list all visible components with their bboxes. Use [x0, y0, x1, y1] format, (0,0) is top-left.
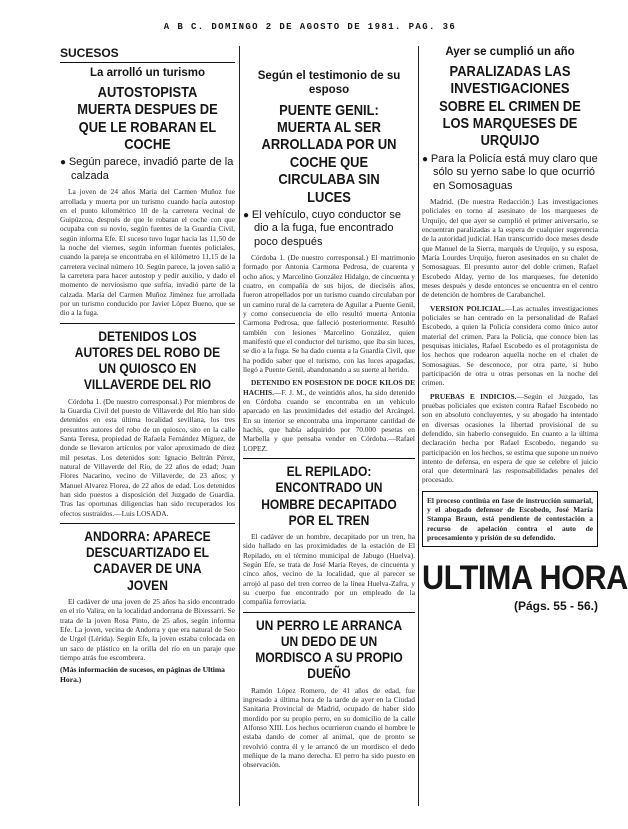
boxed-note [422, 491, 598, 548]
article-text: El cadáver de un hombre, decapitado por un tren, ha sido hallado en las proximidades de la estación de El Repilado, en el término municipal de Jabugo (Huelva). Según Efe, se trata de José María Reyes, de cincuenta y cinco años, vecino de la localidad, que al parecer se arrojó al paso del tren correo de la línea Huelva-Zafra, y su cuerpo fue encontrado por un empleado de la compañía ferroviaria. [243, 531, 415, 607]
article-headline: PUENTE GENIL: MUERTA AL SER ARROLLADA POR UN COCHE QUE CIRCULABA SIN LUCES [261, 101, 397, 206]
article-kicker: Ayer se cumplió un año [445, 46, 575, 58]
article-headline: PARALIZADAS LAS INVESTIGACIONES SOBRE EL CRIMEN DE LOS MARQUESES DE URQUIJO [439, 62, 581, 150]
article-body [243, 686, 415, 770]
article-text: Madrid. (De nuestra Redacción.) Las investigaciones policiales en torno al asesinato de los marqueses de Urquijo, del que ayer se cumplió el primer aniversario, se encuentran paralizadas a la espera de cualquier sugerencia de la autoridad judicial. Han transcurrido doce meses desde que Manuel de la Sierra, marqués de Urquijo, y su esposa, María Lourdes Urquijo, fueron asesinados en su chalet de Somosaguas. El presunto autor del doble crimen, Rafael Escobedo Alday, yerno de los marqueses, fue detenido meses después y desde entonces se encuentra en el centro de detención de hombres de Carabanchel. [422, 196, 598, 300]
article-kicker: Según el testimonio de su esposo [257, 70, 401, 96]
article-body [243, 253, 415, 374]
article-text: —Según el Juzgado, las pruebas policiales que existen contra Rafael Escobedo no son en absoluto concluyentes, y su abogado ha intentado en diversas ocasiones la libertad provisional de su defendido, sin haberlo conseguido. En cuanto a la última declaración hecha por Rafael Escobedo, negando su participación en los hechos, se estima que supone un nuevo intento de defensa, en espera de que se celebre el juicio oral que determinará las responsabilidades penales del procesado. [422, 391, 598, 485]
article-headline: AUTOSTOPISTA MUERTA DESPUES DE QUE LE ROBARAN EL COCHE [77, 83, 218, 153]
article-lead: PRUEBAS E INDICIOS. [430, 391, 517, 401]
article-body [422, 392, 598, 485]
article-headline: ANDORRA: APARECE DESCUARTIZADO EL CADAVER DE UNA JOVEN [84, 527, 211, 593]
article-lead: DETENIDO EN POSESION DE DOCE KILOS DE HACHIS. [243, 378, 415, 397]
article-text: —F. J. M., de veintidós años, ha sido detenido en Córdoba cuando se encontraba en un vehículo aparcado en las proximidades del estadio del Arcángel. En su interior se encontraba una importante cantidad de hachís, que había adquirido por 70.000 pesetas en Marbella y que pensaba vender en Córdoba.—Rafael LOPEZ. [243, 387, 415, 453]
article-body [422, 197, 598, 300]
article-text: La joven de 24 años María del Carmen Muñoz fue arrollada y muerta por un turismo cuando hacía autostop en el punto kilométrico 10 de la carretera vecinal de Guipúzcoa, después de que le robaran el coche con que ocupaba con su novio, según fuentes de la Guardia Civil, según informa Efe. El suceso tuvo lugar hacia las 11,50 de la noche del viernes, según informan fuentes policiales, cuando la pareja se encontraba en el kilómetro 11,15 de la carretera vecinal número 10. Según parece, la joven salió a la carretera para hacer autostop y pedir auxilio, y dado el momento de nerviosismo que sufría, invadió parte de la calzada. María del Carmen Muñoz Jiménez fue arrollada por un turismo conducido por Javier López Bueno, que se dio a la fuga. [60, 187, 235, 318]
article-note: (Más información de sucesos, en páginas de Ultima Hora.) [60, 665, 225, 684]
divider [60, 323, 235, 324]
article-kicker: La arrolló un turismo [89, 67, 205, 79]
divider [243, 612, 415, 613]
article-text: El cadáver de una joven de 25 años ha sido encontrado en el río Valira, en la localidad andorrana de Bixessarri. Se trata de la joven Rosa Pinto, de 25 años, según informa Efe. La joven, vecina de Andorra y que era natural de Seo de Urgel (Lérida). Según Efe, la joven estaba colocada en un saco de plástico en la orilla del río en un paraje que tiempo atrás fue escombrera. [60, 596, 235, 662]
divider [243, 458, 415, 459]
article-body [60, 187, 235, 318]
article-body [60, 597, 235, 662]
article-text: Córdoba 1. (De nuestro corresponsal.) Por miembros de la Guardia Civil del puesto de Villaverde del Río han sido detenidos en esta última localidad sevillana, los tres presuntos autores del robo de un quiosco, sito en la calle Santa Teresa, propiedad de Rafaela Fernández Míguez, de donde se llevaron artículos por valor aproximado de diez mil pesetas. Los detenidos son: Ignacio Beltrán Pérez, natural de Villaverde del Río, de 22 años de edad; Juan Flores Nacarino, vecino de Villaverde, de 23 años; y Manuel Alvarez Florea, de 22 años de edad. Los detenidos han sido puestos a disposición del Juzgado de Guardia. Tras las oportunas diligencias han sido recuperados los efectos sustraídos.—Luis LOSADA. [60, 396, 235, 518]
pages-reference: (Págs. 55 - 56.) [513, 599, 598, 614]
article-subhead: ● El vehículo, cuyo conductor se dio a la fuga, fue encontrado poco después [243, 209, 415, 249]
boxed-note-text: El proceso continúa en fase de instrucción sumarial, y el abogado defensor de Escobedo, José María Stampa Braun, está pendiente de contestación a recurso de apelación contra el auto de procesamiento y prisión de su defendido. [427, 495, 593, 543]
article-text: —Las actuales investigaciones policiales se han centrado en la personalidad de Rafael Escobedo, a quien la Policía considera como único autor material del crimen. Para la Policía, que conoce bien las pesquisas iniciales, Rafael Escobedo es el protagonista de los hechos que rodearon aquella noche en el chalet de Somosaguas. Se desconoce, por otra parte, si hubo participación de otra u otras personas en la noche del crimen. [422, 303, 598, 388]
article-headline: EL REPILADO: ENCONTRADO UN HOMBRE DECAPITADO POR EL TREN [261, 463, 397, 528]
page-header: A B C. DOMINGO 2 DE AGOSTO DE 1981. PAG. 36 [163, 22, 457, 32]
article-headline: UN PERRO LE ARRANCA UN DEDO DE UN MORDISCO A SU PROPIO DUEÑO [255, 616, 403, 682]
column-rule-left [239, 46, 240, 806]
column-2 [243, 46, 415, 829]
article-body [243, 378, 415, 453]
article-subhead: ● Para la Policía está muy claro que sólo su yerno sabe lo que ocurrió en Somosaguas [422, 153, 598, 193]
article-body [422, 304, 598, 388]
section-label: SUCESOS [60, 46, 235, 63]
article-text: Ramón López Romero, de 41 años de edad, fue ingresado a última hora de la tarde de ayer en la Ciudad Sanitaria Provincial de Madrid, ocupado de haber sido mordido por su propio perro, en su domicilio de la calle Alfonso XIII. Los hechos ocurrieron cuando el hombre le estaba dando de comer al animal, que de pronto se revolvió contra él y le arrancó de un mordisco el dedo meñique de la mano derecha. El perro ha sido puesto en observación. [243, 685, 415, 770]
column-1 [60, 46, 235, 829]
column-3 [422, 46, 628, 829]
article-subhead: ● Según parece, invadió parte de la calzada [60, 156, 235, 183]
article-body [243, 532, 415, 607]
article-body [60, 397, 235, 518]
article-headline: DETENIDOS LOS AUTORES DEL ROBO DE UN QUIOSCO EN VILLAVERDE DEL RIO [74, 327, 221, 393]
ultima-hora-banner: ULTIMA HORA [422, 559, 628, 598]
column-rule-right [418, 46, 419, 806]
article-text: Córdoba 1. (De nuestro corresponsal.) El matrimonio formado por Antonia Carmona Pedrosa, de cuarenta y ocho años, y Marcelino González Hidalgo, de cincuenta y cuatro, en compañía de sus hijos, de dieciséis años, fueron atropellados por un turismo cuando circulaban por un camino rural de la carretera de Aguilar a Puente Genil, y como consecuencia de ello resultó muerta Antonia Carmona Pedrosa, que falleció posteriormente. Resultó también con lesiones Marcelino González, quien manifestó que el conductor del turismo, que iba sin luces, se dio a la fuga. Se ha dado cuenta a la Guardia Civil, que ha podido saber que el turismo, con las luces apagadas, llegó a Puente Genil, abandonando a su suerte al herido. [243, 253, 415, 375]
article-lead: VERSION POLICIAL. [430, 303, 505, 313]
divider [60, 523, 235, 524]
